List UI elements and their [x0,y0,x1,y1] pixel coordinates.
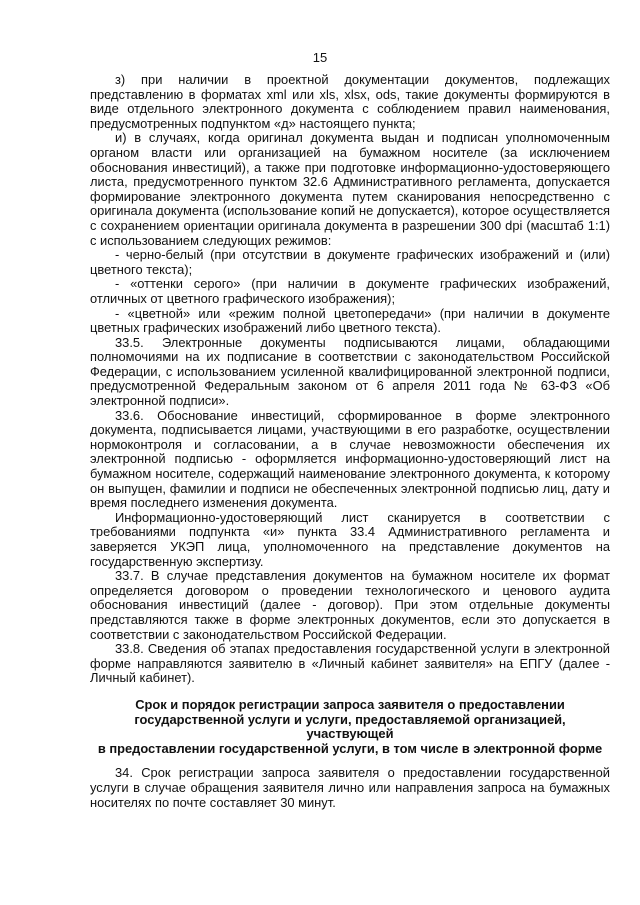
body-text-bottom [90,766,610,810]
paragraph-info-sheet: Информационно-удостоверяющий лист сканируется в соответствии с требованиями подпункта «и» пункта 33.4 Административного регламента и заверяется УКЭП лица, уполномоченного на представление документов на государственную экспертизу. [90,509,610,569]
paragraph-33-7: 33.7. В случае представления документов на бумажном носителе их формат определяется договором о проведении технологического и ценового аудита обоснования инвестиций (далее - договор). При этом отдельные документы представляются также в форме электронных документов, если это допускается в соответствии с законодательством Российской Федерации. [90,568,610,642]
paragraph-item-i: и) в случаях, когда оригинал документа выдан и подписан уполномоченным органом власти или организацией на бумажном носителе (за исключением обоснования инвестиций), а также при подготовке информационно-удостоверяющего листа, предусмотренного пунктом 32.6 Административного регламента, допускается формирование электронного документа путем сканирования непосредственно с оригинала документа (использование копий не допускается), которое осуществляется с сохранением ориентации оригинала документа в разрешении 300 dpi (масштаб 1:1) с использованием следующих режимов: [90,130,610,248]
body-text-top [90,73,610,686]
paragraph-34: 34. Срок регистрации запроса заявителя о предоставлении государственной услуги в случае обращения заявителя лично или направления запроса на бумажных носителях по почте составляет 30 минут. [90,765,610,810]
paragraph-mode-grayscale: - «оттенки серого» (при наличии в документе графических изображений, отличных от цветного графического изображения); [90,276,610,306]
section-heading-line: Срок и порядок регистрации запроса заявителя о предоставлении [135,696,565,712]
section-heading [90,698,610,756]
paragraph-33-5: 33.5. Электронные документы подписываются лицами, обладающими полномочиями на их подписание в соответствии с законодательством Российской Федерации, с использованием усиленной квалифицированной электронной подписи, предусмотренной Федеральным законом от 6 апреля 2011 года № 63-ФЗ «Об электронной подписи». [90,334,610,409]
paragraph-33-8: 33.8. Сведения об этапах предоставления государственной услуги в электронной форме направляются заявителю в «Личный кабинет заявителя» на ЕПГУ (далее - Личный кабинет). [90,641,610,686]
paragraph-mode-color: - «цветной» или «режим полной цветопередачи» (при наличии в документе цветных графических изображений либо цветного текста). [90,305,610,336]
section-heading-line: государственной услуги и услуги, предоставляемой организацией, участвующей [134,711,566,742]
page-number: 15 [312,50,328,65]
paragraph-33-6: 33.6. Обоснование инвестиций, сформированное в форме электронного документа, подписывается лицами, участвующими в его разработке, осуществлении нормоконтроля и согласовании, а в случае невозможности обеспечения их электронной подписью - оформляется информационно-удостоверяющий лист на бумажном носителе, содержащий наименование электронного документа, к которому он выпущен, фамилии и подписи не обеспеченных электронной подписью лиц, дату и время последнего изменения документа. [90,407,610,511]
section-heading-line: в предоставлении государственной услуги, в том числе в электронной форме [97,740,603,756]
paragraph-mode-bw: - черно-белый (при отсутствии в документе графических изображений и (или) цветного текста); [90,247,610,277]
paragraph-item-z: з) при наличии в проектной документации документов, подлежащих представлению в форматах xml или xls, xlsx, ods, такие документы формируются в виде отдельного электронного документа с соблюдением правил наименования, предусмотренных подпунктом «д» настоящего пункта; [90,72,610,131]
